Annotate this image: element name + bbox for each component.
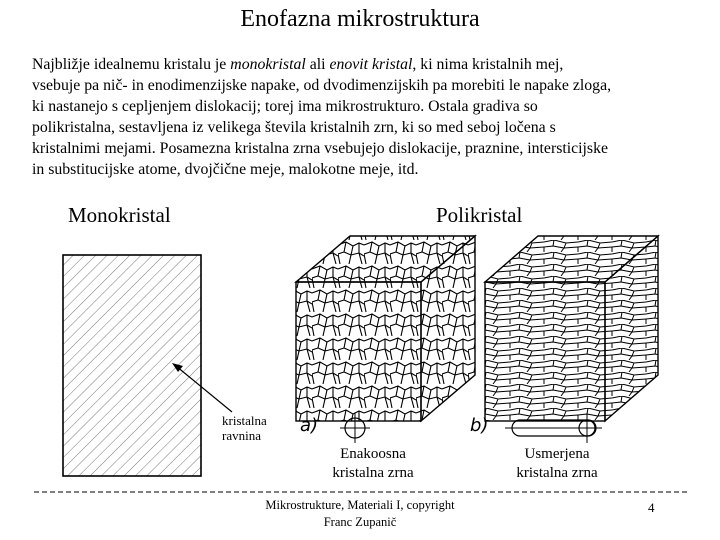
paragraph-line-5: kristalnimi mejami. Posamezna kristalna zrna vsebujejo dislokacije, praznine, intersticijske <box>32 140 608 157</box>
kristalna-ravnina-label <box>222 413 267 443</box>
caption-line: Usmerjena <box>524 446 590 462</box>
slide-title: Enofazna mikrostruktura <box>240 6 480 32</box>
paragraph-line-2: vsebuje pa nič- in enodimenzijske napake, od dvodimenzijskih pa morebiti le napake zloga, <box>32 77 612 94</box>
footer-credit <box>230 497 490 531</box>
subfigure-b-label: b) <box>470 415 489 436</box>
text-run: , ki nima kristalnih mej, <box>412 56 564 73</box>
monokristal-label: Monokristal <box>68 203 171 227</box>
polikristal-label: Polikristal <box>436 203 523 227</box>
caption-line: kristalna zrna <box>516 465 598 481</box>
cube-elongated-grains <box>485 236 658 421</box>
term-enovit-kristal: enovit kristal <box>329 56 413 73</box>
caption-usmerjena <box>502 445 612 483</box>
term-monokristal: monokristal <box>230 56 306 73</box>
caption-enakoosna <box>318 445 428 483</box>
label-line: kristalna <box>222 413 267 428</box>
footer-line: Mikrostrukture, Materiali I, copyright <box>265 498 455 512</box>
paragraph-line-4: polikristalna, sestavljena iz velikega števila kristalnih zrn, ki so med seboj ločena s <box>32 119 556 136</box>
text-run: Najbližje idealnemu kristalu je <box>32 56 231 73</box>
page-number: 4 <box>648 500 655 515</box>
paragraph-line-3: ki nastanejo s cepljenjem dislokacij; torej ima mikrostrukturo. Ostala gradiva so <box>32 98 538 115</box>
caption-line: Enakoosna <box>340 446 406 462</box>
paragraph-line-6: in substitucijske atome, dvojčične meje, malokotne meje, itd. <box>32 161 419 178</box>
caption-line: kristalna zrna <box>332 465 414 481</box>
cube-equiaxed-grains <box>296 236 475 421</box>
text-run: ali <box>305 56 330 73</box>
label-line: ravnina <box>222 428 261 443</box>
footer-line: Franc Zupanič <box>323 515 397 529</box>
subfigure-a-label: a) <box>300 415 319 436</box>
